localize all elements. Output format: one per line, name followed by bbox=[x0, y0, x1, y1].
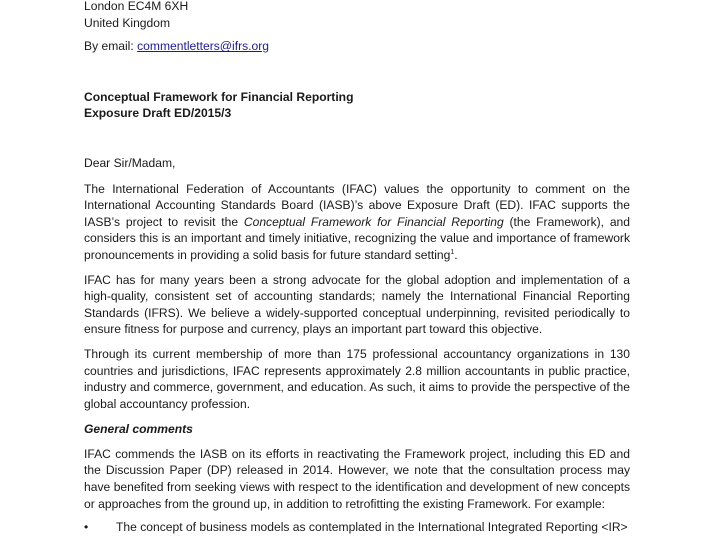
email-link[interactable]: commentletters@ifrs.org bbox=[137, 39, 270, 54]
email-prefix: By email: bbox=[84, 39, 134, 54]
paragraph-intro-text-1: The International Federation of Accountants (IFAC) values the opportunity to comment on the International Accounting Standards Board (IASB)’s above Exposure Draft (ED). IFAC supports the IASB’s project to revisit the bbox=[84, 181, 630, 229]
bullet-icon: • bbox=[84, 520, 89, 535]
paragraph-general-comments: IFAC commends the IASB on its efforts in reactivating the Framework project, including this ED and the Discussion Paper (DP) released in 2014. However, we note that the consultation process may have benefited from seeking views with respect to the identification and development of new concepts or approaches from the ground up, in addition to retrofitting the existing Framework. For example: bbox=[84, 446, 630, 511]
address-line-country: United Kingdom bbox=[84, 15, 171, 30]
email-line bbox=[84, 38, 630, 55]
paragraph-intro bbox=[84, 181, 630, 264]
paragraph-advocacy: IFAC has for many years been a strong advocate for the global adoption and implementation of a high-quality, consistent set of accounting standards; namely the International Financial Reporting Standards (IFRS). We believe a widely-supported conceptual underpinning, revisited periodically to ensure fitness for purpose and currency, plays an important part toward this objective. bbox=[84, 272, 630, 337]
subject-title: Conceptual Framework for Financial Reporting bbox=[84, 89, 354, 104]
bullet-item bbox=[84, 519, 630, 536]
framework-title-italic: Conceptual Framework for Financial Reporting bbox=[243, 214, 504, 229]
paragraph-intro-text-2: (the Framework), and considers this is an important and timely initiative, recognizing the value and importance of framework pronouncements in providing a solid basis for future standard setting bbox=[84, 214, 630, 262]
subject-block bbox=[84, 89, 630, 122]
footnote-marker[interactable]: 1 bbox=[450, 248, 455, 256]
letter-body bbox=[84, 0, 630, 536]
paragraph-membership: Through its current membership of more than 175 professional accountancy organizations in 130 countries and jurisdictions, IFAC represents approximately 2.8 million accountants in public practice, industry and commerce, government, and education. As such, it aims to provide the perspective of the global accountancy profession. bbox=[84, 346, 630, 411]
salutation: Dear Sir/Madam, bbox=[84, 155, 176, 170]
paragraph-intro-text-3: . bbox=[454, 247, 458, 262]
subject-reference: Exposure Draft ED/2015/3 bbox=[84, 106, 232, 121]
address-line-city: London EC4M 6XH bbox=[84, 0, 189, 13]
section-heading-general-comments: General comments bbox=[84, 422, 193, 437]
bullet-item-text: The concept of business models as contemplated in the International Integrated Reporting <IR> bbox=[116, 520, 628, 535]
